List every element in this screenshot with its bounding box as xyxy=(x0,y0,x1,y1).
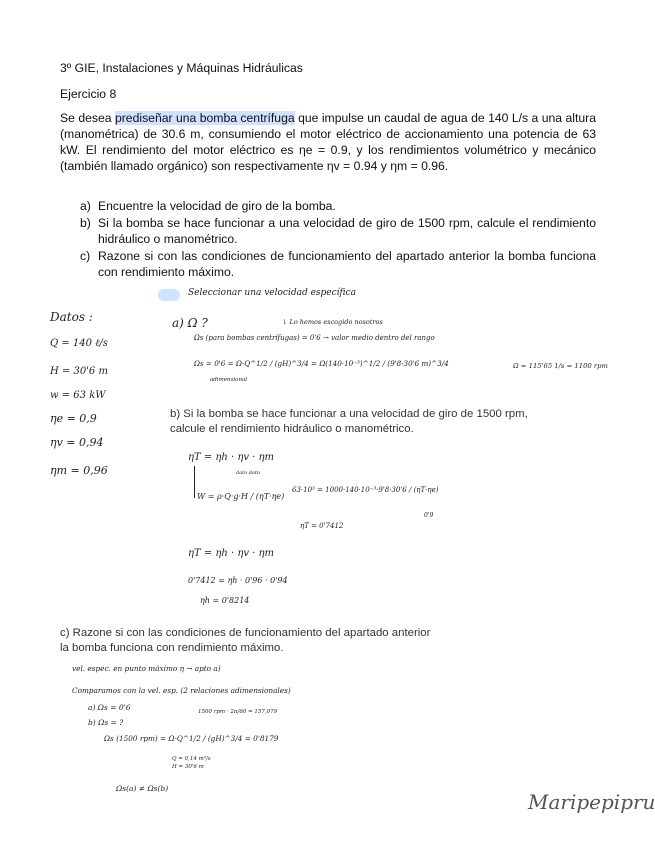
part-a-chosen-note: ↓ Lo hemos escogido nosotros xyxy=(282,318,383,326)
part-b-hydraulic-eff: ηh = 0'8214 xyxy=(200,596,250,605)
part-a-formula: Ωs = 0'6 = Ω·Q^1/2 / (gH)^3/4 = Ω(140·10⁻³)^1/2 / (9'8·30'6 m)^3/4 xyxy=(194,359,449,368)
part-c-case-b: b) Ωs = ? xyxy=(88,718,124,727)
question-item xyxy=(60,215,596,247)
dato-caudal: Q = 140 ℓ/s xyxy=(50,338,108,349)
part-c-case-a: a) Ωs = 0'6 xyxy=(88,703,131,712)
signature: Maripepipru xyxy=(528,790,655,814)
statement-highlight: prediseñar una bomba centrífuga xyxy=(114,111,295,125)
part-c-print: c) Razone si con las condiciones de funcionamiento del apartado anterior la bomba funciona con rendimiento máximo. xyxy=(60,627,431,654)
part-a-dimensionless: adimensional xyxy=(210,377,248,383)
statement-pre: Se desea xyxy=(60,111,115,125)
part-b-eff-total: ηT = ηh · ηv · ηm xyxy=(188,452,275,463)
part-b-bracket xyxy=(194,466,195,498)
statement-post: que impulse un caudal de agua de 140 L/s a una altura (manométrica) de 30.6 m, consumiendo el motor eléctrico de accionamiento una potencia de 63 kW. El rendimiento del motor eléctrico es ηe = 0.9, y los rendimientos volumétrico y mecánico (también llamado orgánico) son respectivamente ηv = 0.94 y ηm = 0.96. xyxy=(60,111,596,173)
part-a-range-line: Ωs (para bombas centrífugas) = 0'6 → valor medio dentro del rango xyxy=(194,334,435,342)
part-b-power-formula: W = ρ·Q·g·H / (ηT·ηe) xyxy=(197,492,285,501)
dato-altura: H = 30'6 m xyxy=(50,366,108,377)
datos-title: Datos : xyxy=(50,310,93,324)
question-text: Encuentre la velocidad de giro de la bomba. xyxy=(98,199,336,213)
question-label: a) xyxy=(80,199,91,213)
dato-rend-mecanico: ηm = 0,96 xyxy=(50,464,108,477)
part-c-head: H = 30'6 m xyxy=(172,764,204,770)
dato-potencia: w = 63 kW xyxy=(50,390,106,401)
part-b-dato-note: dato dato xyxy=(236,470,260,476)
part-b-motor-eff: 0'9 xyxy=(424,512,434,519)
question-item xyxy=(60,198,596,214)
question-text: Si la bomba se hace funcionar a una velocidad de giro de 1500 rpm, calcule el rendimiento hidráulico o manométrico. xyxy=(98,216,596,246)
part-b-eff-total-2: ηT = ηh · ηv · ηm xyxy=(188,548,275,559)
part-c-compare-note: Comparamos con la vel. esp. (2 relaciones adimensionales) xyxy=(72,686,291,695)
part-c-conclusion: Ωs(a) ≠ Ωs(b) xyxy=(116,784,169,793)
part-c-rpm-conversion: 1500 rpm · 2π/60 = 157,079 xyxy=(198,709,278,715)
part-a-result: Ω = 115'65 1/s = 1100 rpm xyxy=(513,362,608,370)
course-title: 3º GIE, Instalaciones y Máquinas Hidráulicas xyxy=(60,61,303,75)
problem-statement xyxy=(60,110,596,174)
question-list xyxy=(60,198,596,281)
exercise-title: Ejercicio 8 xyxy=(60,87,117,101)
part-c-flow: Q = 0,14 m³/s xyxy=(172,756,211,762)
part-b-eff-substitution: 0'7412 = ηh · 0'96 · 0'94 xyxy=(188,576,288,585)
part-a-heading: a) Ω ? xyxy=(172,316,208,330)
part-c-max-speed-note: vel. espec. en punto máximo η → apto a) xyxy=(72,664,221,673)
dato-rend-electrico: ηe = 0,9 xyxy=(50,412,97,425)
question-item xyxy=(60,248,596,280)
part-c-specific-speed: Ωs (1500 rpm) = Ω·Q^1/2 / (gH)^3/4 = 0'8179 xyxy=(104,734,279,743)
question-label: c) xyxy=(80,249,91,263)
question-label: b) xyxy=(80,216,91,230)
dato-rend-volumetrico: ηv = 0,94 xyxy=(50,436,104,449)
note-select-specific-speed: Seleccionar una velocidad específica xyxy=(188,288,356,298)
question-text: Razone si con las condiciones de funcionamiento del apartado anterior la bomba funciona con rendimiento máximo. xyxy=(98,249,596,279)
part-b-print: b) Si la bomba se hace funcionar a una velocidad de giro de 1500 rpm, calcule el rendimiento hidráulico o manométrico. xyxy=(170,408,528,435)
part-b-power-numbers: 63·10³ = 1000·140·10⁻³·9'8·30'6 / (ηT·ηe) xyxy=(292,486,439,494)
highlight-marker xyxy=(158,289,180,301)
part-b-total-eff: ηT = 0'7412 xyxy=(300,522,344,530)
